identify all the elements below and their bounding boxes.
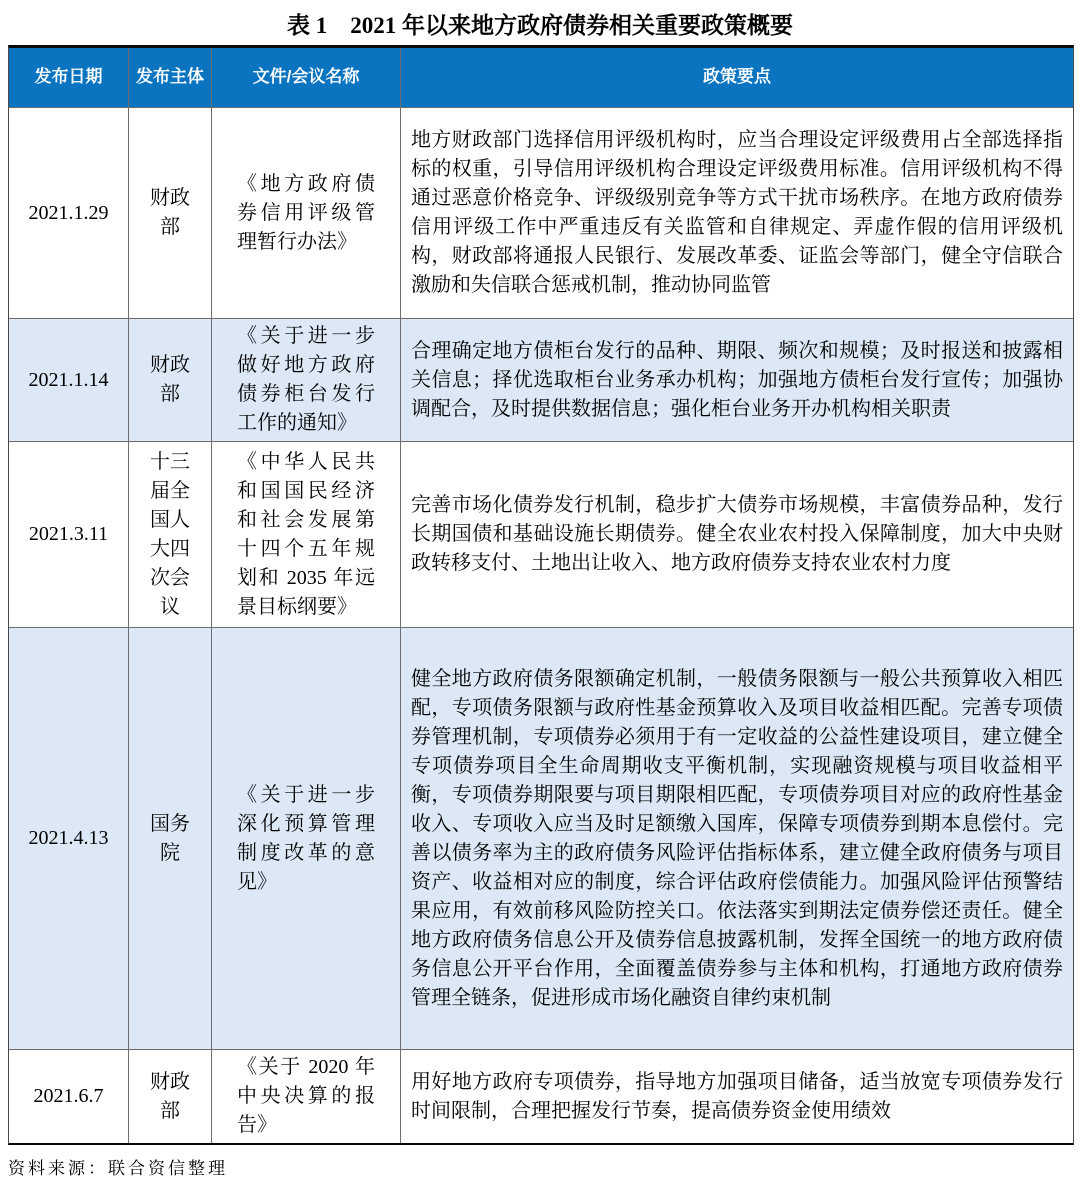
document-name-cell: 《地方政府债券信用评级管理暂行办法》 — [212, 108, 401, 319]
table-row — [9, 1050, 1073, 1143]
issuer-cell: 财政部 — [129, 108, 212, 319]
issuer-cell: 财政部 — [129, 1050, 212, 1143]
publish-date-cell: 2021.3.11 — [9, 442, 129, 628]
issuer-cell: 十三届全国人大四次会议 — [129, 442, 212, 628]
policy-points-cell: 地方财政部门选择信用评级机构时，应当合理设定评级费用占全部选择指标的权重，引导信用评级机构合理设定评级费用标准。信用评级机构不得通过恶意价格竞争、评级级别竞争等方式干扰市场秩序。在地方政府债券信用评级工作中严重违反有关监管和自律规定、弄虚作假的信用评级机构，财政部将通报人民银行、发展改革委、证监会等部门，健全守信联合激励和失信联合惩戒机制，推动协同监管 — [401, 108, 1073, 319]
table-row — [9, 108, 1073, 319]
document-name-cell: 《中华人民共和国国民经济和社会发展第十四个五年规划和 2035 年远景目标纲要》 — [212, 442, 401, 628]
document-name-cell: 《关于 2020 年中央决算的报告》 — [212, 1050, 401, 1143]
policy-points-cell: 健全地方政府债务限额确定机制，一般债务限额与一般公共预算收入相匹配，专项债务限额与政府性基金预算收入及项目收益相匹配。完善专项债券管理机制，专项债券必须用于有一定收益的公益性建设项目，建立健全专项债券项目全生命周期收支平衡机制，实现融资规模与项目收益相平衡，专项债券期限要与项目期限相匹配，专项债券项目对应的政府性基金收入、专项收入应当及时足额缴入国库，保障专项债券到期本息偿付。完善以债务率为主的政府债务风险评估指标体系，建立健全政府债务与项目资产、收益相对应的制度，综合评估政府偿债能力。加强风险评估预警结果应用，有效前移风险防控关口。依法落实到期法定债券偿还责任。健全地方政府债务信息公开及债券信息披露机制，发挥全国统一的地方政府债务信息公开平台作用，全面覆盖债券参与主体和机构，打通地方政府债券管理全链条，促进形成市场化融资自律约束机制 — [401, 628, 1073, 1050]
header-document-name: 文件/会议名称 — [212, 48, 401, 108]
publish-date-cell: 2021.1.29 — [9, 108, 129, 319]
table-row — [9, 319, 1073, 442]
document-name-cell: 《关于进一步做好地方政府债券柜台发行工作的通知》 — [212, 319, 401, 442]
header-policy-points: 政策要点 — [401, 48, 1073, 108]
policy-table — [8, 45, 1074, 1145]
issuer-cell: 国务院 — [129, 628, 212, 1050]
publish-date-cell: 2021.6.7 — [9, 1050, 129, 1143]
header-publish-date: 发布日期 — [9, 48, 129, 108]
publish-date-cell: 2021.4.13 — [9, 628, 129, 1050]
policy-points-cell: 完善市场化债券发行机制，稳步扩大债券市场规模，丰富债券品种，发行长期国债和基础设施长期债券。健全农业农村投入保障制度，加大中央财政转移支付、土地出让收入、地方政府债券支持农业农村力度 — [401, 442, 1073, 628]
table-title: 表 1 2021 年以来地方政府债券相关重要政策概要 — [287, 13, 793, 38]
policy-points-cell: 用好地方政府专项债券，指导地方加强项目储备，适当放宽专项债券发行时间限制，合理把握发行节奏，提高债券资金使用绩效 — [401, 1050, 1073, 1143]
issuer-cell: 财政部 — [129, 319, 212, 442]
table-row — [9, 628, 1073, 1050]
publish-date-cell: 2021.1.14 — [9, 319, 129, 442]
table-header-row — [9, 48, 1073, 108]
header-issuer: 发布主体 — [129, 48, 212, 108]
policy-points-cell: 合理确定地方债柜台发行的品种、期限、频次和规模；及时报送和披露相关信息；择优选取柜台业务承办机构；加强地方债柜台发行宣传；加强协调配合，及时提供数据信息；强化柜台业务开办机构相关职责 — [401, 319, 1073, 442]
document-name-cell: 《关于进一步深化预算管理制度改革的意见》 — [212, 628, 401, 1050]
source-note: 资料来源：联合资信整理 — [8, 1159, 228, 1178]
table-row — [9, 442, 1073, 628]
